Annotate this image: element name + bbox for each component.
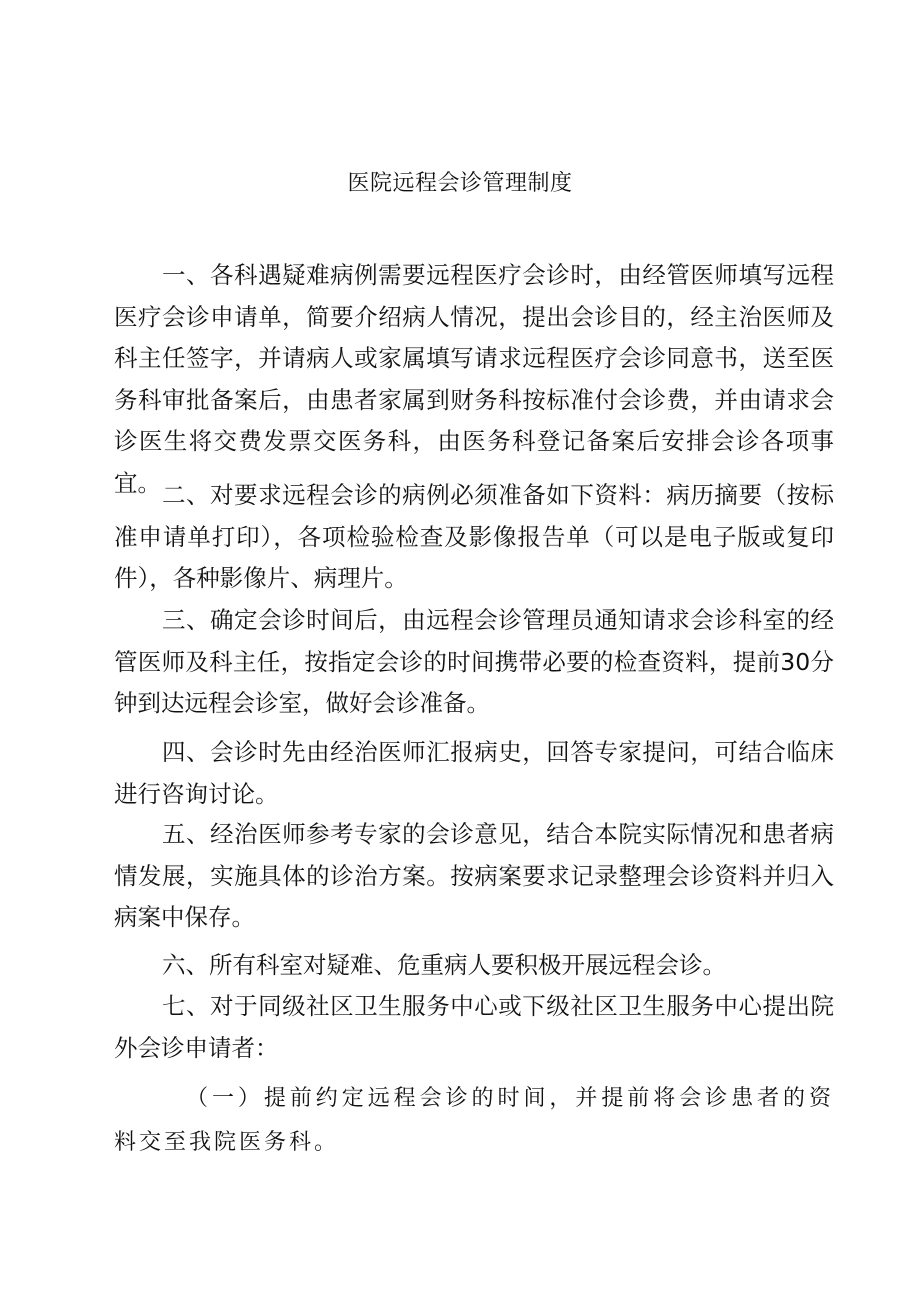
- paragraph-8: （一）提前约定远程会诊的时间，并提前将会诊患者的资料交至我院医务科。: [114, 1086, 834, 1155]
- paragraph-1: 一、各科遇疑难病例需要远程医疗会诊时，由经管医师填写远程医疗会诊申请单，简要介绍病人情况，提出会诊目的，经主治医师及科主任签字，并请病人或家属填写请求远程医疗会诊同意书，送至医务科审批备案后，由患者家属到财务科按标准付会诊费，并由请求会诊医生将交费发票交医务科，由医务科登记备案后安排会诊各项事宜。: [114, 261, 834, 497]
- paragraph-3: 三、确定会诊时间后，由远程会诊管理员通知请求会诊科室的经管医师及科主任，按指定会诊的时间携带必要的检查资料，提前30分钟到达远程会诊室，做好会诊准备。: [114, 606, 834, 717]
- paragraph-7: 七、对于同级社区卫生服务中心或下级社区卫生服务中心提出院外会诊申请者：: [114, 992, 834, 1062]
- paragraph-5: 五、经治医师参考专家的会诊意见，结合本院实际情况和患者病情发展，实施具体的诊治方案。按病案要求记录整理会诊资料并归入病案中保存。: [114, 820, 834, 931]
- document-title: 医院远程会诊管理制度: [347, 171, 573, 196]
- paragraph-6: 六、所有科室对疑难、危重病人要积极开展远程会诊。: [162, 951, 726, 979]
- paragraph-2: 二、对要求远程会诊的病例必须准备如下资料：病历摘要（按标准申请单打印），各项检验检查及影像报告单（可以是电子版或复印件），各种影像片、病理片。: [114, 481, 834, 592]
- paragraph-4: 四、会诊时先由经治医师汇报病史，回答专家提问，可结合临床进行咨询讨论。: [114, 738, 834, 808]
